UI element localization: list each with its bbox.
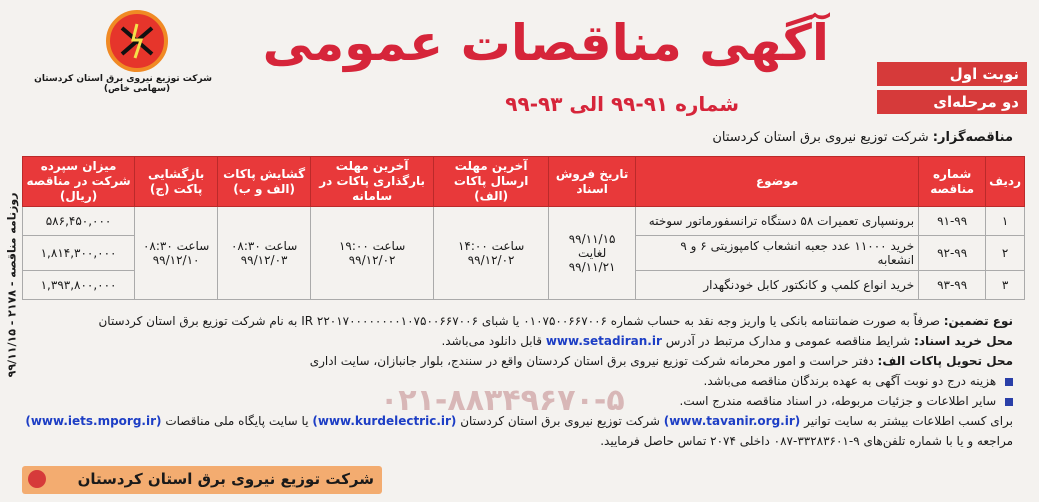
tender-table	[22, 156, 1025, 300]
table-row	[23, 207, 1025, 236]
iets-link[interactable]: (www.iets.mporg.ir)	[25, 414, 162, 428]
tender-subject: خرید ۱۱۰۰۰ عدد جعبه انشعاب کامپوزیتی ۶ و ۹ انشعابه	[636, 236, 919, 271]
notes-section	[13, 311, 1013, 451]
docs-text-a: شرایط مناقصه عمومی و مدارک مرتبط در آدرس	[665, 334, 911, 348]
kurdelectric-link[interactable]: (www.kurdelectric.ir)	[312, 414, 457, 428]
tender-range-subtitle: شماره ۹۱-۹۹ الی ۹۳-۹۹	[505, 92, 739, 116]
square-bullet-icon	[1005, 378, 1013, 386]
opening-c-cell: ساعت ۰۸:۳۰ ۹۹/۱۲/۱۰	[135, 207, 218, 300]
company-logo	[34, 10, 212, 94]
page-title: آگهی مناقصات عمومی	[262, 14, 829, 72]
info-text-c: یا سایت پایگاه ملی مناقصات	[165, 414, 309, 428]
round-two-stage-label: دو مرحله‌ای	[877, 90, 1027, 114]
side-label-text: روزنامه مناقصه - ۲۱۷۸ - ۹۹/۱۱/۱۵	[5, 192, 19, 378]
setadiran-link[interactable]: www.setadiran.ir	[545, 334, 662, 348]
opening-ab-cell: ساعت ۰۸:۳۰ ۹۹/۱۲/۰۳	[218, 207, 311, 300]
docs-text-b: قابل دانلود می‌باشد.	[441, 334, 543, 348]
power-company-logo-icon	[106, 10, 168, 72]
docs-line	[13, 331, 1013, 351]
info-text-a: برای کسب اطلاعات بیشتر به سایت توانیر	[804, 414, 1013, 428]
watermark-phone: ۰۲۱-۸۸۳۴۹۶۷۰-۵	[380, 383, 625, 418]
delivery-text: دفتر حراست و امور محرمانه شرکت توزیع نیروی برق استان کردستان واقع در سنندج، بلوار جانبازان، سایت اداری	[309, 354, 874, 368]
upload-deadline-cell: ساعت ۱۹:۰۰ ۹۹/۱۲/۰۲	[311, 207, 434, 300]
footer-banner	[22, 466, 382, 494]
deposit-amount: ۱,۳۹۳,۸۰۰,۰۰۰	[23, 271, 135, 300]
logo-company-name: شرکت توزیع نیروی برق استان کردستان	[34, 74, 212, 84]
tavanir-link[interactable]: (www.tavanir.org.ir)	[663, 414, 801, 428]
col-row-header: ردیف	[986, 157, 1025, 207]
round-first-label: نوبت اول	[877, 62, 1027, 86]
organizer-label: مناقصه‌گزار:	[932, 130, 1013, 145]
guarantee-text: صرفاً به صورت ضمانتنامه بانکی یا واریز وجه نقد به حساب شماره ۰۱۰۷۵۰۰۶۶۷۰۰۶ یا شبای IR ۲۲۰۱۷۰۰۰۰۰۰۰۰۱۰۷۵۰۰۶۶۷۰۰۶ به نام شرکت توزیع برق استان کردستان	[98, 314, 940, 328]
delivery-line	[13, 351, 1013, 371]
deadline-a-cell: ساعت ۱۴:۰۰ ۹۹/۱۲/۰۲	[434, 207, 549, 300]
tender-subject: خرید انواع کلمپ و کانکتور کابل خودنگهدار	[636, 271, 919, 300]
info-line	[13, 411, 1013, 431]
col-upload-deadline-header: آخرین مهلت بارگذاری پاکات در سامانه	[311, 157, 434, 207]
tender-subject: برونسپاری تعمیرات ۵۸ دستگاه ترانسفورماتور سوخته	[636, 207, 919, 236]
round-badge	[877, 62, 1027, 118]
info-text-b: شرکت توزیع نیروی برق استان کردستان	[460, 414, 660, 428]
bolt-circle-icon	[28, 470, 46, 488]
col-opening-ab-header: گشایش پاکات (الف و ب)	[218, 157, 311, 207]
bullet-text-cost: هزینه درج دو نوبت آگهی به عهده برندگان مناقصه می‌باشد.	[703, 374, 997, 388]
row-index: ۲	[986, 236, 1025, 271]
row-index: ۳	[986, 271, 1025, 300]
tender-number: ۹۱-۹۹	[919, 207, 986, 236]
delivery-label: محل تحویل پاکات الف:	[877, 354, 1013, 368]
col-sale-date-header: تاریخ فروش اسناد	[549, 157, 636, 207]
contact-line: مراجعه و یا با شماره تلفن‌های ۹-۳۳۲۸۳۶۰۱-۰۸۷ داخلی ۲۰۷۴ تماس حاصل فرمایید.	[600, 434, 1013, 448]
tender-number: ۹۲-۹۹	[919, 236, 986, 271]
bullet-item	[13, 371, 1013, 391]
col-subject-header: موضوع	[636, 157, 919, 207]
col-opening-c-header: بازگشایی پاکت (ج)	[135, 157, 218, 207]
footer-company-name: شرکت توزیع نیروی برق استان کردستان	[77, 470, 374, 488]
organizer-line	[712, 130, 1013, 145]
deposit-amount: ۱,۸۱۴,۳۰۰,۰۰۰	[23, 236, 135, 271]
organizer-value: شرکت توزیع نیروی برق استان کردستان	[712, 130, 929, 145]
guarantee-line	[13, 311, 1013, 331]
guarantee-label: نوع تضمین:	[943, 314, 1013, 328]
bullet-item	[13, 391, 1013, 411]
docs-label: محل خرید اسناد:	[914, 334, 1013, 348]
col-deadline-a-header: آخرین مهلت ارسال پاکات (الف)	[434, 157, 549, 207]
bullet-text-details: سایر اطلاعات و جزئیات مربوطه، در اسناد مناقصه مندرج است.	[679, 394, 997, 408]
logo-company-type: (سهامی خاص)	[103, 84, 171, 94]
square-bullet-icon	[1005, 398, 1013, 406]
row-index: ۱	[986, 207, 1025, 236]
col-deposit-header: میزان سپرده شرکت در مناقصه (ریال)	[23, 157, 135, 207]
table-header-row	[23, 157, 1025, 207]
deposit-amount: ۵۸۶,۴۵۰,۰۰۰	[23, 207, 135, 236]
tender-number: ۹۳-۹۹	[919, 271, 986, 300]
sale-date-cell: ۹۹/۱۱/۱۵ لغایت ۹۹/۱۱/۲۱	[549, 207, 636, 300]
col-number-header: شماره مناقصه	[919, 157, 986, 207]
